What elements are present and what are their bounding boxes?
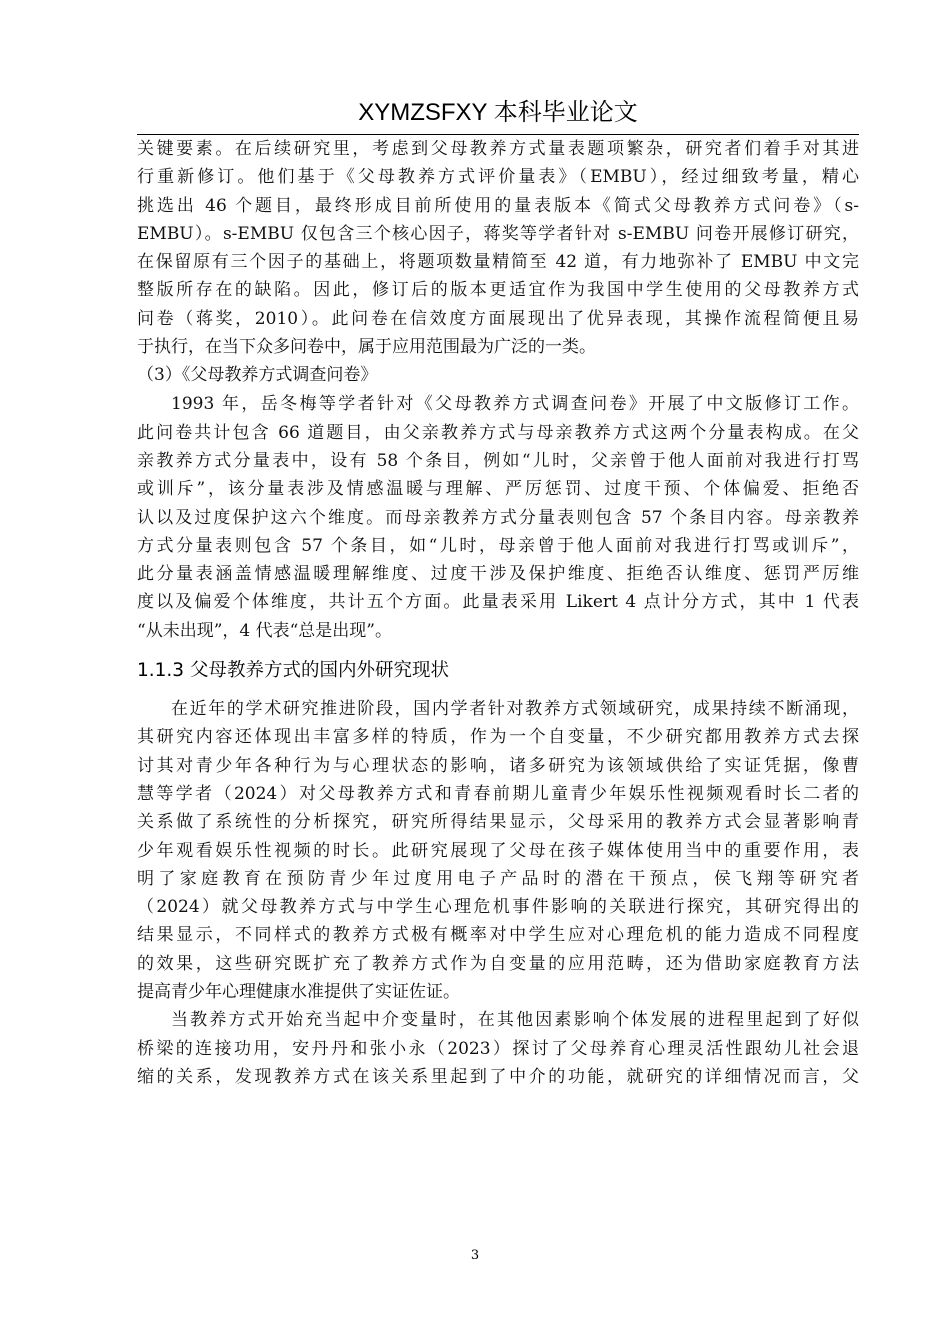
text-line: EMBU）。s-EMBU 仅包含三个核心因子，蒋奖等学者针对 s-EMBU 问卷开展修订研究， [137,223,859,244]
text-line: 1993 年，岳冬梅等学者针对《父母教养方式调查问卷》开展了中文版修订工作。 [171,394,859,415]
text-line: 关系做了系统性的分析探究，研究所得结果显示，父母采用的教养方式会显著影响青 [137,812,859,833]
paragraph-3 [137,695,859,1006]
text-line: 于执行，在当下众多问卷中，属于应用范围最为广泛的一类。 [137,337,596,358]
text-line: 讨其对青少年各种行为与心理状态的影响，诸多研究为该领域供给了实证凭据，像曹 [137,755,859,776]
text-line: 在保留原有三个因子的基础上，将题项数量精简至 42 道，有力地弥补了 EMBU 中文完 [137,252,859,273]
paragraph-1 [137,135,859,361]
text-line: 问卷（蒋奖，2010）。此问卷在信效度方面展现出了优异表现，其操作流程简便且易 [137,308,859,329]
body-text [137,135,859,1091]
text-line: 的效果，这些研究既扩充了教养方式作为自变量的应用范畴，还为借助家庭教育方法 [137,953,859,974]
text-line: 行重新修订。他们基于《父母教养方式评价量表》（EMBU），经过细致考量，精心 [137,167,859,188]
page-number: 3 [470,1248,480,1263]
text-line: 挑选出 46 个题目，最终形成目前所使用的量表版本《简式父母教养方式问卷》（s- [137,195,859,216]
text-line: 亲教养方式分量表中，设有 58 个条目，例如“儿时，父亲曾于他人面前对我进行打骂 [137,450,859,471]
text-line: 提高青少年心理健康水准提供了实证佐证。 [137,982,460,1003]
text-line: 慧等学者（2024）对父母教养方式和青春前期儿童青少年娱乐性视频观看时长二者的 [137,783,859,804]
text-line: 其研究内容还体现出丰富多样的特质，作为一个自变量，不少研究都用教养方式去探 [137,727,859,748]
text-line: 明了家庭教育在预防青少年过度用电子产品时的潜在干预点，侯飞翔等研究者 [137,868,859,889]
text-line: 此分量表涵盖情感温暖理解维度、过度干涉及保护维度、拒绝否认维度、惩罚严厉维 [137,564,859,585]
text-line: 度以及偏爱个体维度，共计五个方面。此量表采用 Likert 4 点计分方式，其中 1 代表 [137,592,859,613]
section-heading: 1.1.3 父母教养方式的国内外研究现状 [137,660,449,682]
page-header-title: XYMZSFXY 本科毕业论文 [358,99,638,126]
text-line: 认以及过度保护这六个维度。而母亲教养方式分量表则包含 57 个条目内容。母亲教养 [137,507,859,528]
text-line: 结果显示，不同样式的教养方式极有概率对中学生应对心理危机的能力造成不同程度 [137,925,859,946]
text-line: 缩的关系，发现教养方式在该关系里起到了中介的功能，就研究的详细情况而言，父 [137,1066,859,1087]
text-line: “从未出现”，4 代表“总是出现”。 [137,620,392,641]
text-line: 当教养方式开始充当起中介变量时，在其他因素影响个体发展的进程里起到了好似 [171,1010,859,1031]
text-line: 在近年的学术研究推进阶段，国内学者针对教养方式领域研究，成果持续不断涌现， [171,699,859,720]
text-line: （2024）就父母教养方式与中学生心理危机事件影响的关联进行探究，其研究得出的 [137,897,859,918]
text-line: 或训斥”，该分量表涉及情感温暖与理解、严厉惩罚、过度干预、个体偏爱、拒绝否 [137,479,859,500]
text-line: 少年观看娱乐性视频的时长。此研究展现了父母在孩子媒体使用当中的重要作用，表 [137,840,859,861]
paragraph-2 [137,390,859,645]
text-line: 此问卷共计包含 66 道题目，由父亲教养方式与母亲教养方式这两个分量表构成。在父 [137,422,859,443]
subheading-questionnaire: （3）《父母教养方式调查问卷》 [137,365,378,386]
text-line: 方式分量表则包含 57 个条目，如“儿时，母亲曾于他人面前对我进行打骂或训斥”， [137,535,859,556]
paragraph-4 [137,1006,859,1091]
text-line: 关键要素。在后续研究里，考虑到父母教养方式量表题项繁杂，研究者们着手对其进 [137,139,859,159]
text-line: 整版所存在的缺陷。因此，修订后的版本更适宜作为我国中学生使用的父母教养方式 [137,280,859,301]
text-line: 桥梁的连接功用，安丹丹和张小永（2023）探讨了父母养育心理灵活性跟幼儿社会退 [137,1038,859,1059]
